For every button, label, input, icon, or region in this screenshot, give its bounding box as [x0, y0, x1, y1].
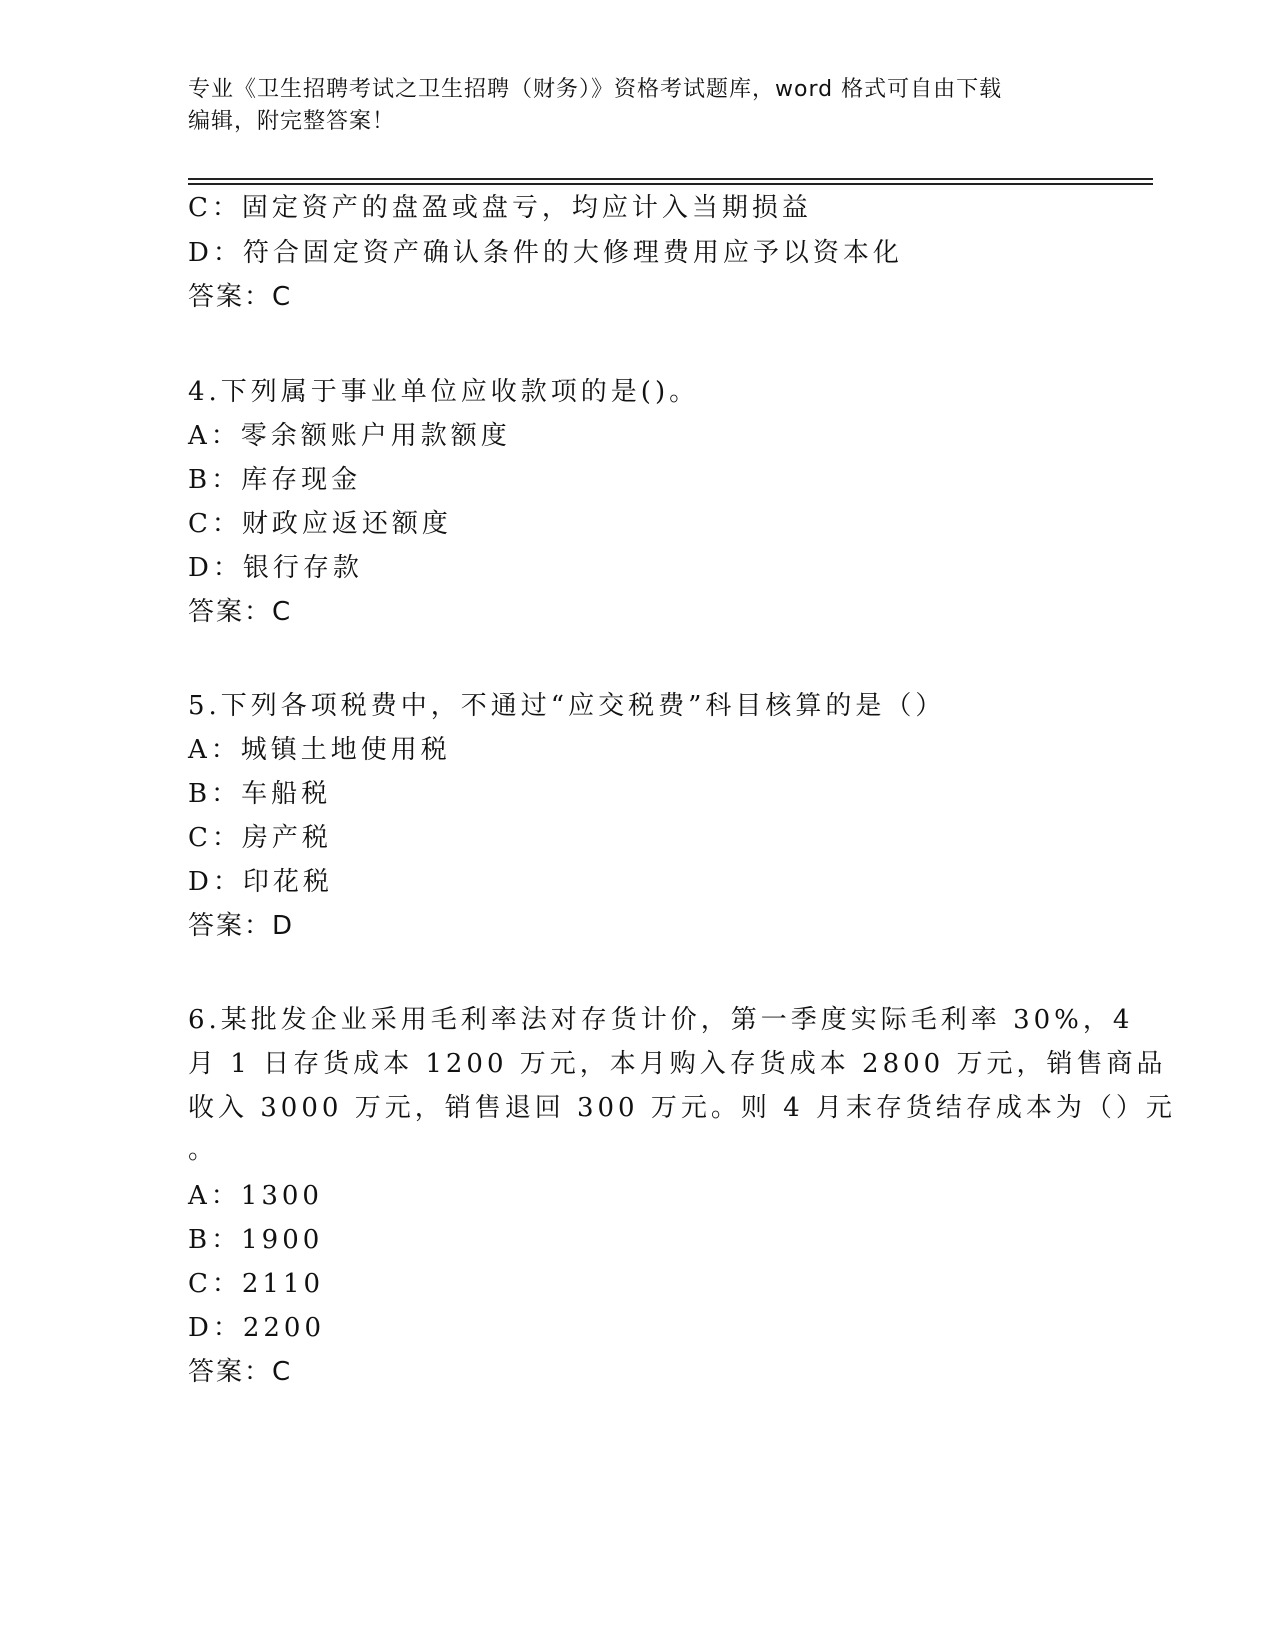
q4-stem: 4.下列属于事业单位应收款项的是()。: [188, 377, 700, 407]
q5-answer: 答案：D: [188, 911, 295, 941]
prev-option-d: D：符合固定资产确认条件的大修理费用应予以资本化: [188, 238, 903, 268]
header-divider-bottom: [188, 183, 1153, 185]
q4-option-d: D：银行存款: [188, 553, 363, 583]
header-line-2: 编辑，附完整答案！: [188, 109, 396, 134]
q6-option-a: A：1300: [188, 1181, 323, 1211]
q6-option-b: B：1900: [188, 1225, 324, 1255]
q4-option-c: C：财政应返还额度: [188, 509, 452, 539]
q6-stem-line-1: 6.某批发企业采用毛利率法对存货计价，第一季度实际毛利率 30%，4: [188, 1005, 1134, 1035]
q6-stem-line-4: 。: [188, 1135, 219, 1165]
document-header: [188, 74, 1088, 138]
q5-stem: 5.下列各项税费中，不通过“应交税费”科目核算的是（）: [188, 691, 946, 721]
prev-option-c: C：固定资产的盘盈或盘亏，均应计入当期损益: [188, 193, 812, 223]
q6-stem-line-3: 收入 3000 万元，销售退回 300 万元。则 4 月末存货结存成本为（）元: [188, 1093, 1176, 1123]
q6-option-c: C：2110: [188, 1269, 325, 1299]
header-line-1: 专业《卫生招聘考试之卫生招聘（财务）》资格考试题库，word 格式可自由下载: [188, 77, 1003, 102]
header-divider-top: [188, 178, 1153, 180]
q5-option-a: A：城镇土地使用税: [188, 735, 451, 765]
q5-option-b: B：车船税: [188, 779, 332, 809]
q4-answer: 答案：C: [188, 597, 293, 627]
q6-stem-line-2: 月 1 日存货成本 1200 万元，本月购入存货成本 2800 万元，销售商品: [188, 1049, 1167, 1079]
q5-option-d: D：印花税: [188, 867, 333, 897]
q5-option-c: C：房产税: [188, 823, 332, 853]
q6-option-d: D：2200: [188, 1313, 326, 1343]
prev-answer: 答案：C: [188, 282, 293, 312]
q4-option-a: A：零余额账户用款额度: [188, 421, 511, 451]
q4-option-b: B：库存现金: [188, 465, 362, 495]
q6-answer: 答案：C: [188, 1357, 293, 1387]
